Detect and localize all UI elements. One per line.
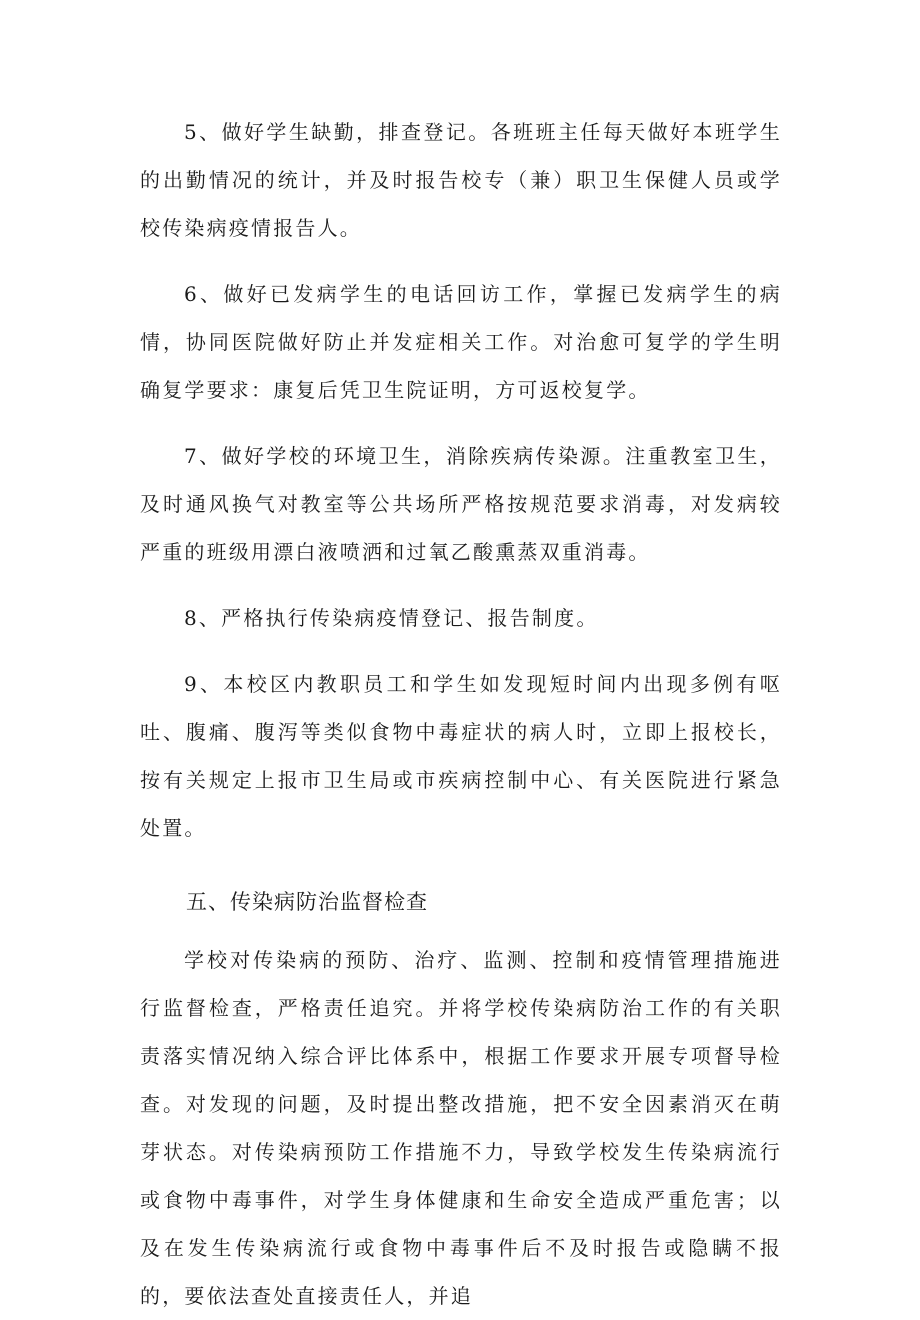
document-page: [140, 108, 782, 1320]
section-heading: 五、传染病防治监督检查: [186, 890, 428, 914]
list-item-6: 6、做好已发病学生的电话回访工作，掌握已发病学生的病情，协同医院做好防止并发症相关工作。对治愈可复学的学生明确复学要求：康复后凭卫生院证明，方可返校复学。: [140, 282, 782, 402]
list-item-7: 7、做好学校的环境卫生，消除疾病传染源。注重教室卫生，及时通风换气对教室等公共场所严格按规范要求消毒，对发病较严重的班级用漂白液喷洒和过氧乙酸熏蒸双重消毒。: [140, 444, 782, 564]
list-item-8: 8、严格执行传染病疫情登记、报告制度。: [184, 606, 599, 630]
section-body: 学校对传染病的预防、治疗、监测、控制和疫情管理措施进行监督检查，严格责任追究。并将学校传染病防治工作的有关职责落实情况纳入综合评比体系中，根据工作要求开展专项督导检查。对发现的问题，及时提出整改措施，把不安全因素消灭在萌芽状态。对传染病预防工作措施不力，导致学校发生传染病流行或食物中毒事件，对学生身体健康和生命安全造成严重危害；以及在发生传染病流行或食物中毒事件后不及时报告或隐瞒不报的，要依法查处直接责任人，并追: [140, 948, 782, 1308]
list-item-5: 5、做好学生缺勤，排查登记。各班班主任每天做好本班学生的出勤情况的统计，并及时报告校专（兼）职卫生保健人员或学校传染病疫情报告人。: [140, 120, 782, 240]
list-item-9: 9、本校区内教职员工和学生如发现短时间内出现多例有呕吐、腹痛、腹泻等类似食物中毒症状的病人时，立即上报校长，按有关规定上报市卫生局或市疾病控制中心、有关医院进行紧急处置。: [140, 672, 782, 840]
